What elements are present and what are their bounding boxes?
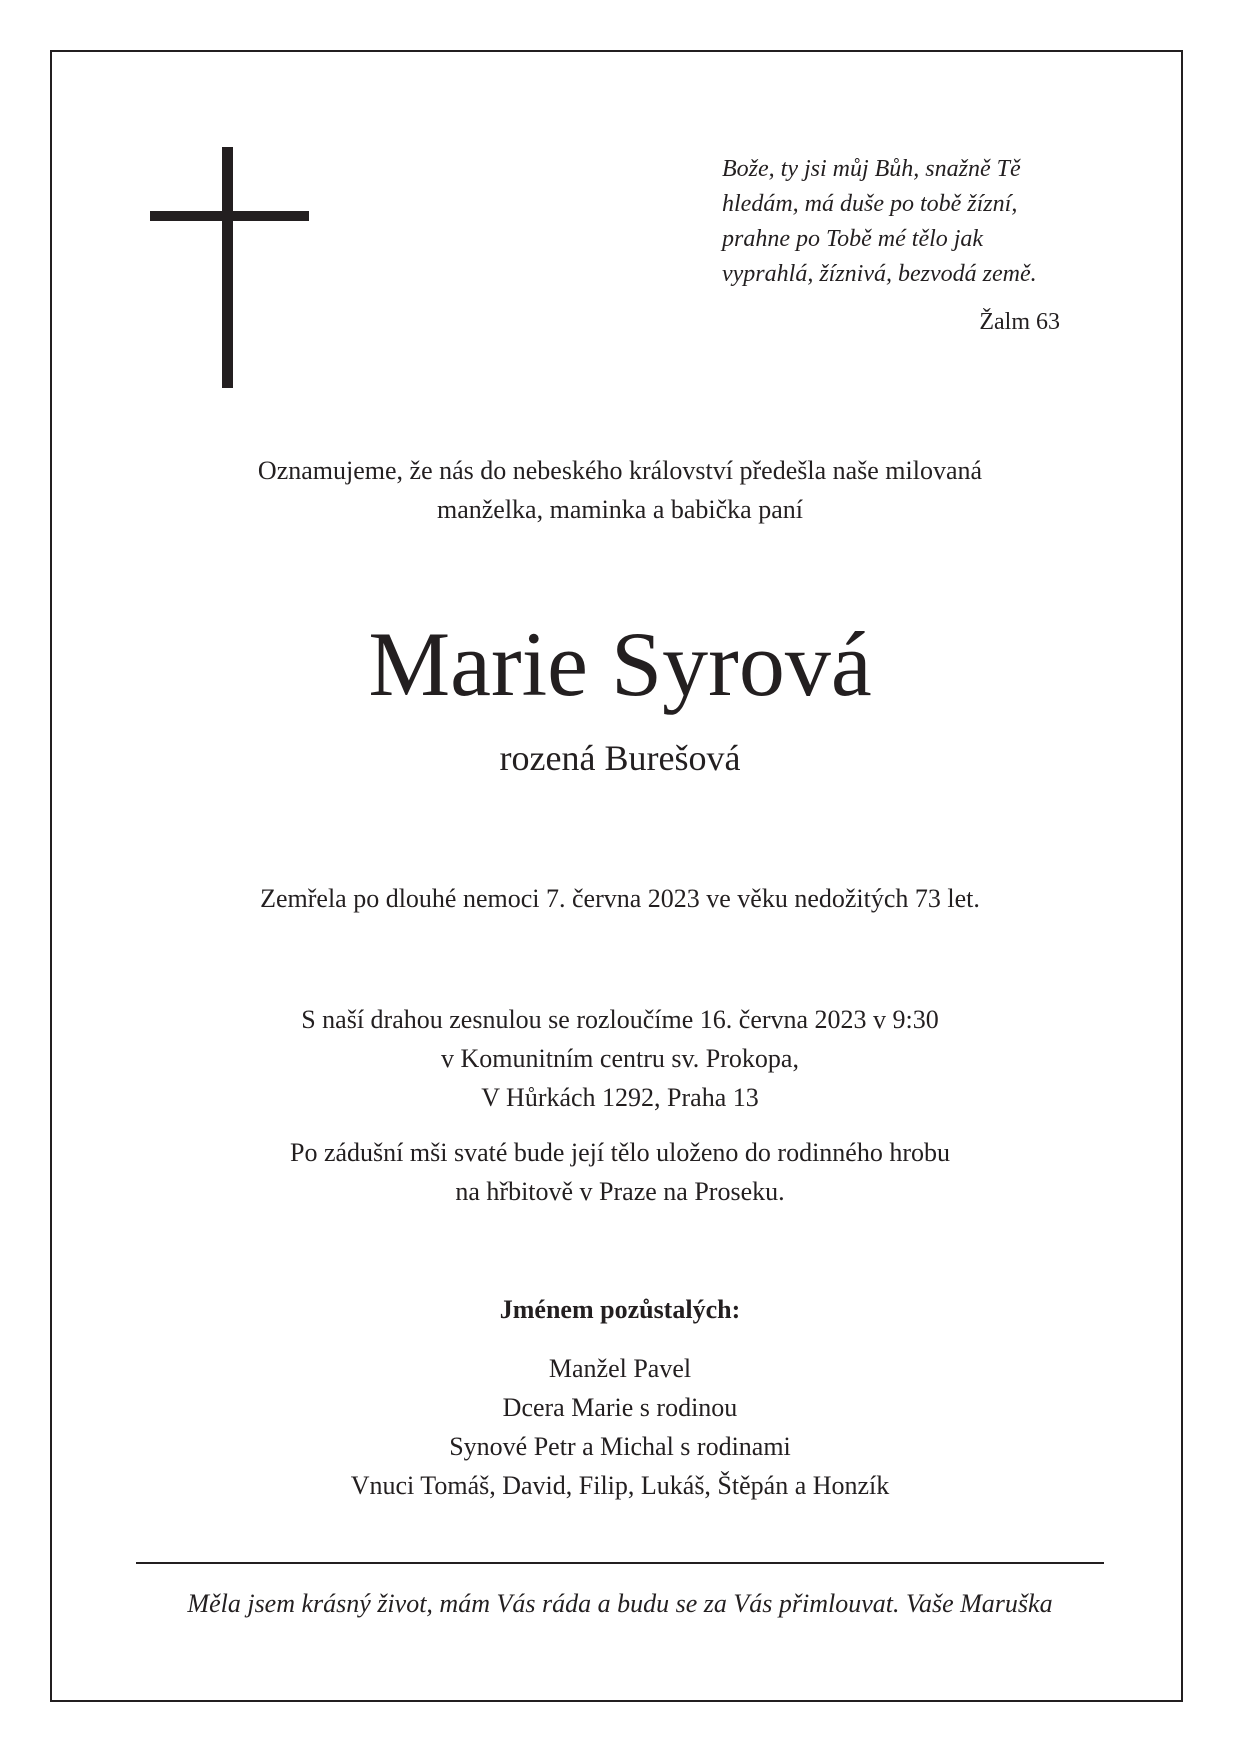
psalm-line: vyprahlá, žíznivá, bezvodá země.	[722, 261, 1037, 287]
psalm-line: prahne po Tobě mé tělo jak	[722, 226, 984, 252]
farewell-details	[0, 1000, 1240, 1117]
survivor-item: Dcera Marie s rodinou	[502, 1393, 738, 1422]
death-notice: Zemřela po dlouhé nemoci 7. června 2023 ve věku nedožitých 73 let.	[260, 884, 980, 913]
burial-line: Po zádušní mši svaté bude její tělo uloženo do rodinného hrobu	[290, 1138, 950, 1167]
farewell-line: V Hůrkách 1292, Praha 13	[481, 1083, 759, 1112]
burial-details	[0, 1133, 1240, 1211]
survivor-item: Vnuci Tomáš, David, Filip, Lukáš, Štěpán a Honzík	[350, 1471, 890, 1500]
cross-horizontal-bar	[150, 211, 309, 221]
deceased-name: Marie Syrová	[368, 613, 872, 715]
psalm-line: Bože, ty jsi můj Bůh, snažně Tě	[722, 156, 1021, 182]
psalm-quote	[722, 152, 1062, 292]
footer-quote: Měla jsem krásný život, mám Vás ráda a budu se za Vás přimlouvat. Vaše Maruška	[187, 1589, 1053, 1618]
announcement-line: Oznamujeme, že nás do nebeského království předešla naše milovaná	[257, 456, 983, 485]
farewell-line: S naší drahou zesnulou se rozloučíme 16. června 2023 v 9:30	[301, 1005, 939, 1034]
survivor-item: Synové Petr a Michal s rodinami	[449, 1432, 791, 1461]
psalm-reference: Žalm 63	[979, 309, 1060, 335]
survivors-heading: Jménem pozůstalých:	[499, 1295, 741, 1324]
survivor-item: Manžel Pavel	[548, 1354, 692, 1383]
farewell-line: v Komunitním centru sv. Prokopa,	[441, 1044, 799, 1073]
announcement-line: manželka, maminka a babička paní	[436, 495, 803, 524]
survivors-list	[0, 1349, 1240, 1505]
maiden-name: rozená Burešová	[499, 738, 741, 778]
psalm-line: hledám, má duše po tobě žízní,	[722, 191, 1018, 217]
announcement	[0, 451, 1240, 529]
cross-vertical-bar	[222, 147, 233, 388]
burial-line: na hřbitově v Praze na Proseku.	[455, 1177, 785, 1206]
footer-divider	[136, 1562, 1104, 1564]
